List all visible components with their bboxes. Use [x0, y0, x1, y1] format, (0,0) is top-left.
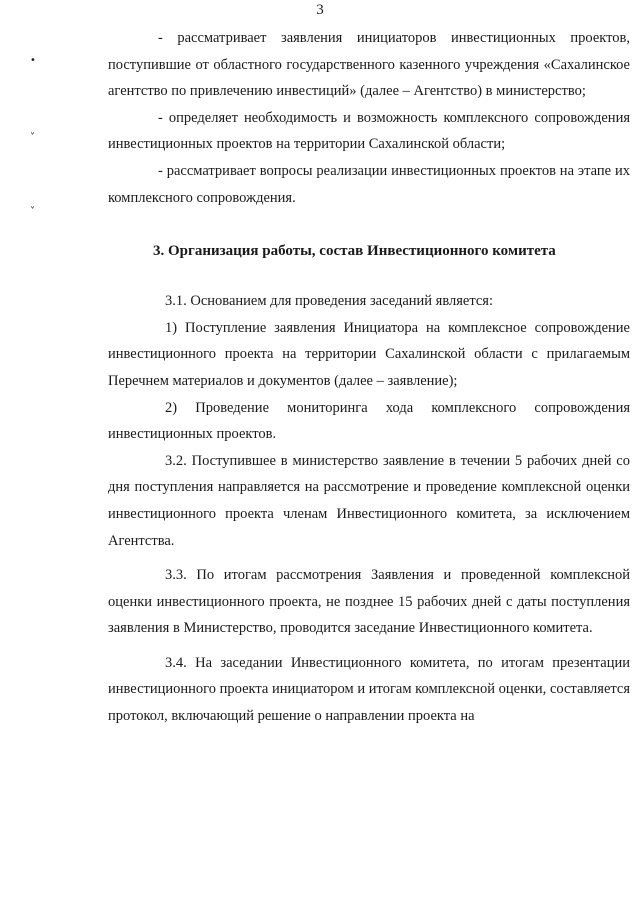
paragraph-3-3: 3.3. По итогам рассмотрения Заявления и проведенной комплексной оценки инвестиционного проекта, не позднее 15 рабочих дней с даты поступления заявления в Министерство, проводится заседание Инвестиционного комитета.	[108, 567, 630, 637]
paragraph-3-1: 3.1. Основанием для проведения заседаний является:	[165, 293, 493, 310]
margin-mark-tick: ˅	[30, 206, 35, 217]
paragraph-determine-need: - определяет необходимость и возможность комплексного сопровождения инвестиционных проектов на территории Сахалинской области;	[108, 109, 630, 153]
section-heading: 3. Организация работы, состав Инвестиционного комитета	[153, 243, 556, 260]
paragraph-review-applications: - рассматривает заявления инициаторов инвестиционных проектов, поступившие от областного государственного казенного учреждения «Сахалинское агентство по привлечению инвестиций» (далее – Агентство) в министерство;	[108, 30, 630, 100]
margin-mark-dot: •	[30, 55, 36, 66]
document-body	[108, 25, 630, 730]
paragraph-item-1: 1) Поступление заявления Инициатора на комплексное сопровождение инвестиционного проекта на территории Сахалинской области с прилагаемым Перечнем материалов и документов (далее – заявление);	[108, 319, 630, 389]
paragraph-item-2: 2) Проведение мониторинга хода комплексного сопровождения инвестиционных проектов.	[108, 399, 630, 443]
paragraph-3-2: 3.2. Поступившее в министерство заявление в течении 5 рабочих дней со дня поступления направляется на рассмотрение и проведение комплексной оценки инвестиционного проекта членам Инвестиционного комитета, за исключением Агентства.	[108, 452, 630, 549]
page-number: 3	[316, 2, 324, 18]
paragraph-3-4: 3.4. На заседании Инвестиционного комитета, по итогам презентации инвестиционного проекта инициатором и итогам комплексной оценки, составляется протокол, включающий решение о направлении проекта на	[108, 654, 630, 725]
margin-mark-tick: ˅	[30, 132, 35, 143]
paragraph-review-implementation: - рассматривает вопросы реализации инвестиционных проектов на этапе их комплексного сопровождения.	[108, 162, 630, 206]
